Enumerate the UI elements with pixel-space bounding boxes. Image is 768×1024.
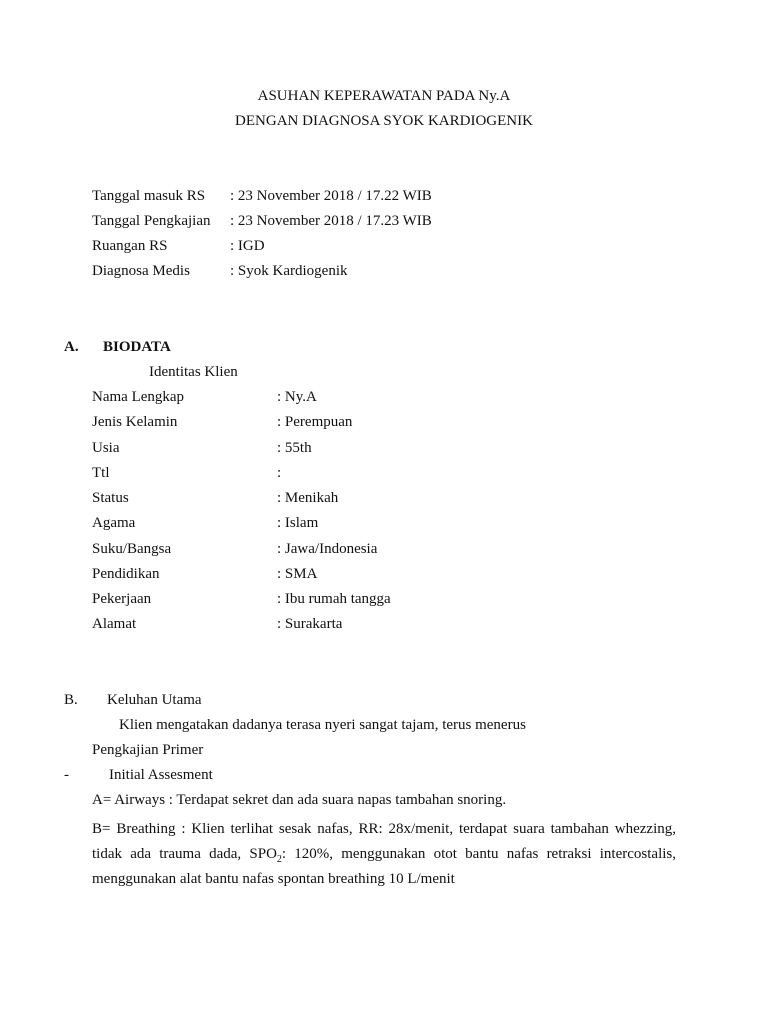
primary-assessment-label: Pengkajian Primer: [92, 742, 204, 758]
education-value: : SMA: [277, 566, 318, 582]
full-name-value: : Ny.A: [277, 389, 317, 405]
occupation-label: Pekerjaan: [92, 591, 152, 607]
airways-text: A= Airways : Terdapat sekret dan ada suara napas tambahan snoring.: [92, 792, 507, 808]
section-b-marker: B.: [64, 692, 78, 708]
breathing-subscript: 2: [276, 854, 282, 865]
admission-date-value: : 23 November 2018 / 17.22 WIB: [230, 188, 432, 204]
birth-value: :: [277, 465, 282, 481]
initial-assessment-label: Initial Assesment: [109, 767, 213, 783]
ward-value: : IGD: [230, 238, 265, 254]
list-bullet: -: [64, 767, 69, 783]
section-b-heading: Keluhan Utama: [107, 692, 202, 708]
gender-label: Jenis Kelamin: [92, 414, 178, 430]
section-a-subheading: Identitas Klien: [149, 364, 238, 380]
ward-label: Ruangan RS: [92, 238, 168, 254]
assessment-date-value: : 23 November 2018 / 17.23 WIB: [230, 213, 432, 229]
breathing-paragraph: [92, 817, 676, 892]
age-label: Usia: [92, 440, 120, 456]
religion-value: : Islam: [277, 515, 319, 531]
section-a-heading: BIODATA: [103, 339, 171, 355]
age-value: : 55th: [277, 440, 312, 456]
document-title-line-2: DENGAN DIAGNOSA SYOK KARDIOGENIK: [235, 113, 533, 129]
chief-complaint-text: Klien mengatakan dadanya terasa nyeri sangat tajam, terus menerus: [119, 717, 526, 733]
status-label: Status: [92, 490, 129, 506]
medical-diagnosis-value: : Syok Kardiogenik: [230, 263, 348, 279]
ethnicity-label: Suku/Bangsa: [92, 541, 172, 557]
breathing-text-part-1: B= Breathing : Klien terlihat sesak nafas, RR: 28x/menit, terdapat suara tambahan whezzing, tidak ada trauma dada, SPO: [92, 821, 676, 862]
address-label: Alamat: [92, 616, 137, 632]
full-name-label: Nama Lengkap: [92, 389, 185, 405]
address-value: : Surakarta: [277, 616, 343, 632]
section-a-marker: A.: [64, 339, 79, 355]
occupation-value: : Ibu rumah tangga: [277, 591, 391, 607]
breathing-text-part-2: : 120%, menggunakan otot bantu nafas retraksi intercostalis, menggunakan alat bantu nafas spontan breathing 10 L/menit: [92, 846, 676, 887]
assessment-date-label: Tanggal Pengkajian: [92, 213, 211, 229]
medical-diagnosis-label: Diagnosa Medis: [92, 263, 190, 279]
education-label: Pendidikan: [92, 566, 160, 582]
ethnicity-value: : Jawa/Indonesia: [277, 541, 378, 557]
admission-date-label: Tanggal masuk RS: [92, 188, 206, 204]
birth-label: Ttl: [92, 465, 110, 481]
document-title-line-1: ASUHAN KEPERAWATAN PADA Ny.A: [257, 88, 511, 104]
gender-value: : Perempuan: [277, 414, 353, 430]
religion-label: Agama: [92, 515, 136, 531]
status-value: : Menikah: [277, 490, 339, 506]
